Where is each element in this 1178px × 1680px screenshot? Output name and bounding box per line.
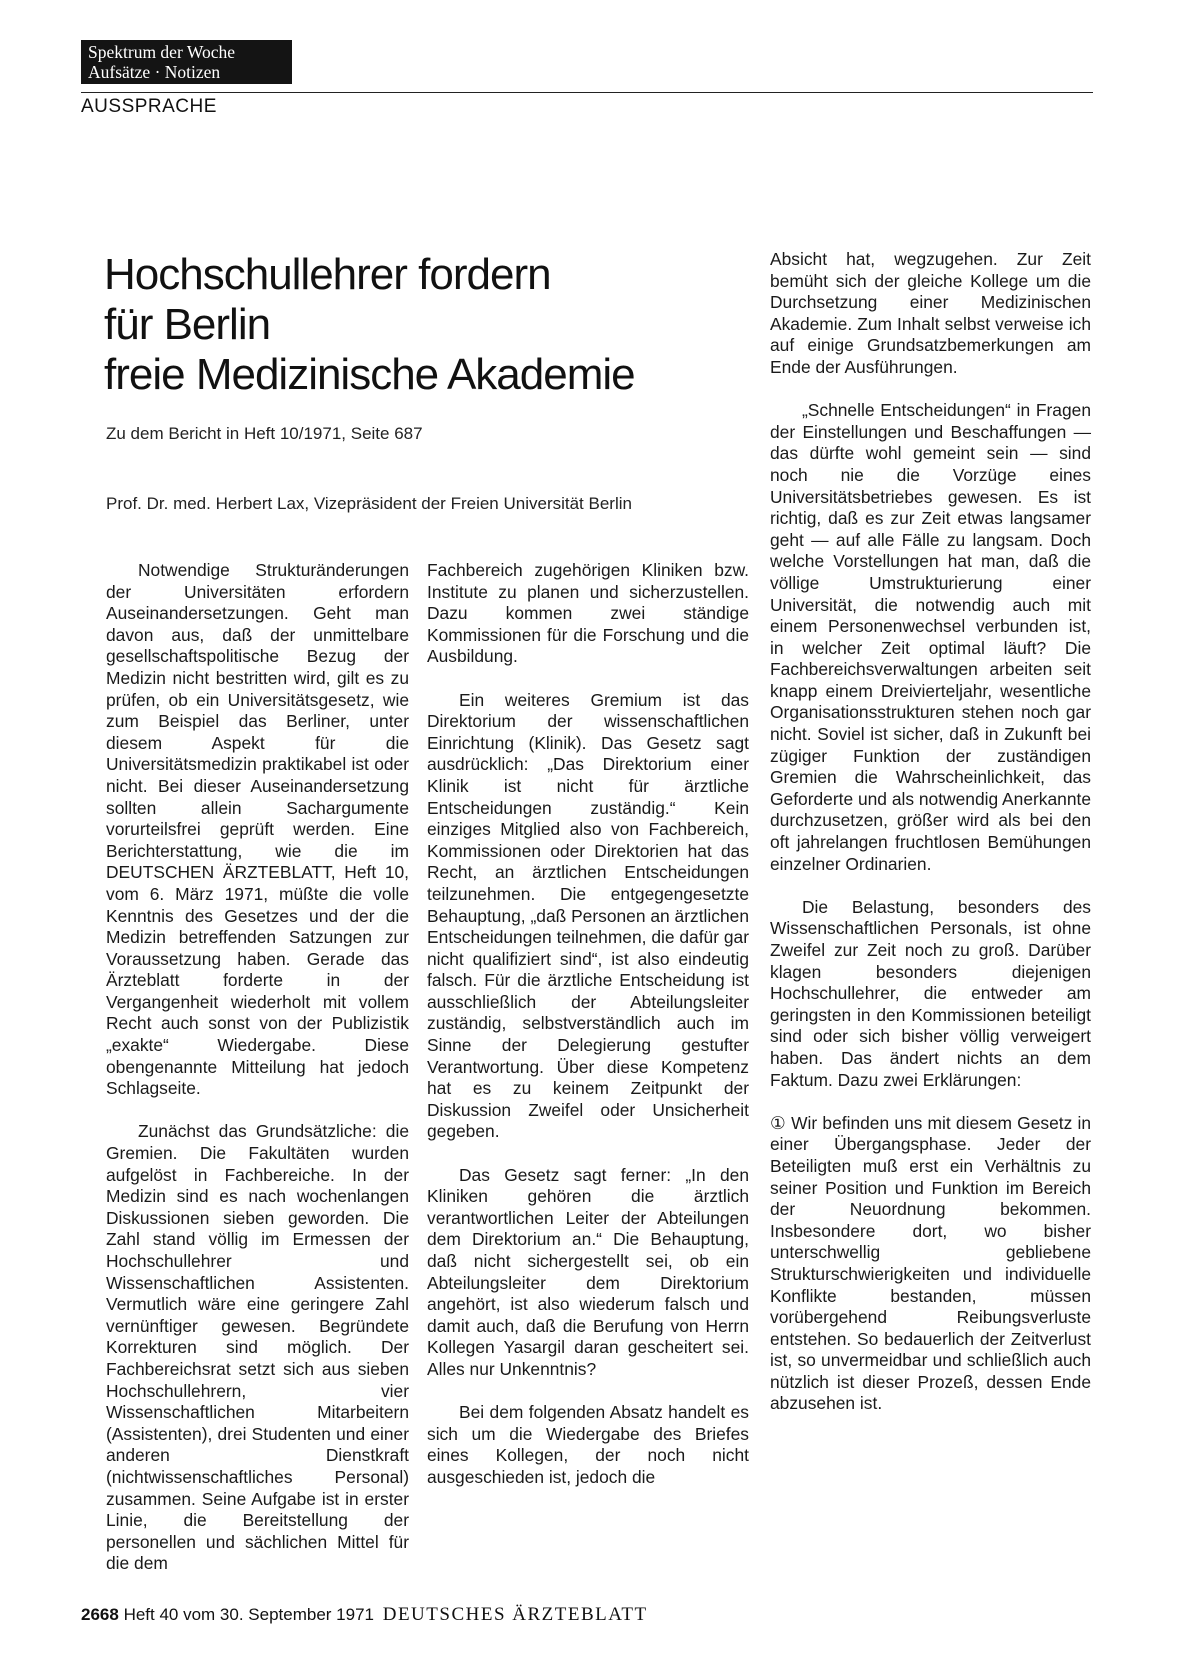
paragraph: Notwendige Strukturänderungen der Universitäten erfordern Auseinandersetzungen. Geht man davon aus, daß der unmittelbare gesellschaftspolitische Bezug der Medizin nicht bestritten wird, gilt es zu prüfen, ob ein Universitätsgesetz, wie zum Beispiel das Berliner, unter diesem Aspekt für die Universitätsmedizin praktikabel ist oder nicht. Bei dieser Auseinandersetzung sollten allein Sachargumente vorurteilsfrei geprüft werden. Eine Berichterstattung, wie die im DEUTSCHEN ÄRZTEBLATT, Heft 10, vom 6. März 1971, müßte die volle Kenntnis des Gesetzes und der die Medizin betreffenden Satzungen zur Voraussetzung haben. Gerade das Ärzteblatt forderte in der Vergangenheit wiederholt mit vollem Recht auch sonst von der Publizistik „exakte“ Wiedergabe. Diese obengenannte Mitteilung hat jedoch Schlagseite. bbox=[106, 560, 409, 1099]
title-line: für Berlin bbox=[104, 300, 271, 349]
section-label: AUSSPRACHE bbox=[81, 96, 217, 117]
title-line: Hochschullehrer fordern bbox=[104, 250, 551, 299]
article-reference: Zu dem Bericht in Heft 10/1971, Seite 687 bbox=[106, 424, 423, 443]
paragraph: Zunächst das Grundsätzliche: die Gremien. Die Fakultäten wurden aufgelöst in Fachbereiche. In der Medizin sind es nach wochenlangen Diskussionen sieben geworden. Die Zahl stand völlig im Ermessen der Hochschullehrer und Wissenschaftlichen Assistenten. Vermutlich wäre eine geringere Zahl vernünftiger gewesen. Begründete Korrekturen sind möglich. Der Fachbereichsrat setzt sich aus sieben Hochschullehrern, vier Wissenschaftlichen Mitarbeitern (Assistenten), drei Studenten und einer anderen Dienstkraft (nichtwissenschaftliches Personal) zusammen. Seine Aufgabe ist in erster Linie, die Bereitstellung der personellen und sächlichen Mittel für die dem bbox=[106, 1121, 409, 1574]
paragraph: Das Gesetz sagt ferner: „In den Kliniken gehören die ärztlich verantwortlichen Leiter der Abteilungen dem Direktorium an.“ Die Behauptung, daß nicht sichergestellt sei, ob ein Abteilungsleiter dem Direktorium angehört, ist also wiederum falsch und damit auch, daß die Berufung von Herrn Kollegen Yasargil daran gescheitert sei. Alles nur Unkenntnis? bbox=[427, 1164, 749, 1379]
page-footer bbox=[81, 1604, 648, 1626]
section-badge bbox=[81, 40, 292, 84]
paragraph: Die Belastung, besonders des Wissenschaftlichen Personals, ist ohne Zweifel zur Zeit noch zu groß. Darüber klagen besonders diejenigen Hochschullehrer, die entweder am geringsten in den Kommissionen beteiligt sind oder sich bisher völlig verweigert haben. Das ändert nichts an dem Faktum. Dazu zwei Erklärungen: bbox=[770, 896, 1091, 1090]
paragraph: Fachbereich zugehörigen Kliniken bzw. Institute zu planen und sicherzustellen. Dazu kommen zwei ständige Kommissionen für die Forschung und die Ausbildung. bbox=[427, 560, 749, 667]
article-title bbox=[104, 250, 724, 400]
text-column-3 bbox=[770, 249, 1091, 1415]
badge-line-2: Aufsätze · Notizen bbox=[88, 62, 221, 82]
paragraph: „Schnelle Entscheidungen“ in Fragen der Einstellungen und Beschaffungen — das dürfte wohl gemeint sein — sind noch nie die Vorzüge eines Universitätsbetriebes gewesen. Es ist richtig, daß es zur Zeit etwas langsamer geht — auf alle Fälle zu langsam. Doch welche Vorstellungen hat man, daß die völlige Umstrukturierung einer Universität, die notwendig auch mit einem Personenwechsel verbunden ist, in welcher Zeit optimal läuft? Die Fachbereichsverwaltungen arbeiten seit knapp einem Dreivierteljahr, wesentliche Organisationsstrukturen stehen noch gar nicht. Soviel ist sicher, daß in Zukunft bei zügiger Funktion der zuständigen Gremien die Wahrscheinlichkeit, das Geforderte und als notwendig Anerkannte durchzusetzen, größer wird als bei den oft jahrelangen fruchtlosen Bemühungen einzelner Ordinarien. bbox=[770, 400, 1091, 874]
text-column-1 bbox=[106, 560, 409, 1575]
paragraph: Ein weiteres Gremium ist das Direktorium der wissenschaftlichen Einrichtung (Klinik). Das Gesetz sagt ausdrücklich: „Das Direktorium einer Klinik ist nicht für ärztliche Entscheidungen zuständig.“ Kein einziges Mitglied also von Fachbereich, Kommissionen oder Direktorien hat das Recht, an ärztlichen Entscheidungen teilzunehmen. Die entgegengesetzte Behauptung, „daß Personen an ärztlichen Entscheidungen teilnehmen, die dafür gar nicht qualifiziert sind“, ist also eindeutig falsch. Für die ärztliche Entscheidung ist ausschließlich der Abteilungsleiter zuständig, selbstverständlich auch im Sinne der Delegierung gestufter Verantwortung. Über diese Kompetenz hat es zu keinem Zeitpunkt der Diskussion Zweifel oder Unsicherheit gegeben. bbox=[427, 689, 749, 1142]
text-column-2 bbox=[427, 560, 749, 1489]
title-line: freie Medizinische Akademie bbox=[104, 350, 635, 399]
badge-line-1: Spektrum der Woche bbox=[88, 42, 235, 62]
paragraph: Bei dem folgenden Absatz handelt es sich um die Wiedergabe des Briefes eines Kollegen, der noch nicht ausgeschieden ist, jedoch die bbox=[427, 1402, 749, 1487]
paragraph: ① Wir befinden uns mit diesem Gesetz in einer Übergangsphase. Jeder der Beteiligten muß erst ein Verhältnis zu seiner Position und Funktion im Bereich der Neuordnung bekommen. Insbesondere dort, wo bisher unterschwellig gebliebene Strukturschwierigkeiten und individuelle Konflikte bestanden, müssen vorübergehend Reibungsverluste entstehen. So bedauerlich der Zeitverlust ist, so unvermeidbar und schließlich auch nützlich ist dieser Prozeß, dessen Ende abzusehen ist. bbox=[770, 1112, 1091, 1414]
article-author: Prof. Dr. med. Herbert Lax, Vizepräsident der Freien Universität Berlin bbox=[106, 494, 632, 513]
header-rule bbox=[81, 92, 1093, 93]
issue-info: Heft 40 vom 30. September 1971 bbox=[123, 1605, 374, 1624]
publication-name: DEUTSCHES ÄRZTEBLATT bbox=[382, 1604, 648, 1625]
page-number: 2668 bbox=[81, 1605, 119, 1624]
paragraph: Absicht hat, wegzugehen. Zur Zeit bemüht sich der gleiche Kollege um die Durchsetzung einer Medizinischen Akademie. Zum Inhalt selbst verweise ich auf einige Grundsatzbemerkungen am Ende der Ausführungen. bbox=[770, 249, 1091, 377]
